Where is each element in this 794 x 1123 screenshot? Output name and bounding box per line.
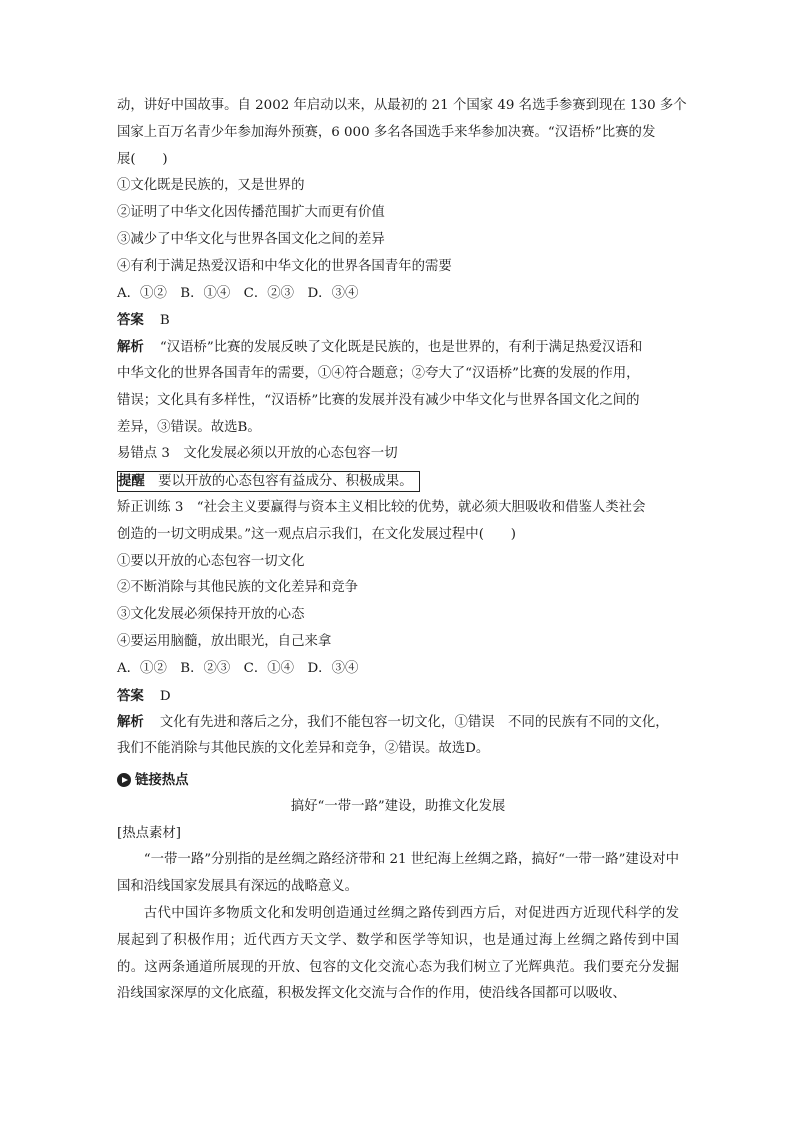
reminder-text: 要以开放的心态包容有益成分、积极成果。: [158, 474, 413, 490]
option-item: ①文化既是民族的，又是世界的: [117, 178, 305, 194]
material-label: [热点素材]: [117, 825, 182, 841]
analysis-line: 中华文化的世界各国青年的需要，①④符合题意；②夸大了“汉语桥”比赛的发展的作用，: [117, 365, 640, 381]
option-item: ④要运用脑髓，放出眼光，自己来拿: [117, 633, 332, 649]
analysis-line: 差异，③错误。故选B。: [117, 419, 261, 435]
analysis-line: 错误；文化具有多样性，“汉语桥”比赛的发展并没有减少中华文化与世界各国文化之间的: [117, 392, 640, 408]
analysis-text: 不同的民族有不同的文化，: [508, 715, 669, 731]
analysis-label: 解析: [117, 714, 144, 731]
reminder-label: 提醒: [118, 473, 145, 490]
question-stem-line: 创造的一切文明成果。”这一观点启示我们，在文化发展过程中( ): [117, 526, 516, 542]
document-page: [117, 93, 687, 1008]
option-item: ④有利于满足热爱汉语和中华文化的世界各国青年的需要: [117, 258, 452, 274]
analysis-text: 文化有先进和落后之分，我们不能包容一切文化，①错误: [159, 715, 495, 731]
answer-row: [117, 683, 679, 710]
question-stem-line: 国家上百万名青少年参加海外预赛，6 000 多名各国选手来华参加决赛。“汉语桥”比赛的发: [117, 124, 656, 140]
answer-label: 答案: [117, 312, 144, 329]
question-stem-line: 矫正训练 3 “社会主义要赢得与资本主义相比较的优势，就必须大胆吸收和借鉴人类社会: [117, 499, 646, 515]
answer-choices: A．①② B．①④ C．②③ D．③④: [117, 285, 359, 301]
question-2: [117, 93, 687, 441]
answer-label: 答案: [117, 687, 144, 704]
analysis-line: 我们不能消除与其他民族的文化差异和竞争，②错误。故选D。: [117, 741, 490, 757]
answer-value: B: [159, 313, 170, 329]
question-3: [117, 495, 679, 763]
question-stem-line: 展( ): [117, 151, 168, 167]
hotspot-section-title: 链接热点: [135, 771, 189, 788]
analysis-row: [117, 709, 679, 736]
reminder-box: [117, 471, 420, 492]
analysis-row: [117, 334, 679, 361]
option-item: ②不断消除与其他民族的文化差异和竞争: [117, 580, 359, 596]
option-item: ①要以开放的心态包容一切文化: [117, 553, 305, 569]
answer-row: [117, 307, 679, 334]
answer-value: D: [159, 688, 171, 704]
hotspot-section-header: [117, 767, 679, 794]
error-point-heading: 易错点 3 文化发展必须以开放的心态包容一切: [117, 446, 398, 462]
article-paragraph: 古代中国许多物质文化和发明创造通过丝绸之路传到西方后，对促进西方近现代科学的发展起到了积极作用；近代西方天文学、数学和医学等知识，也是通过海上丝绸之路传到中国的。这两条通道所展现的开放、包容的文化交流心态为我们树立了光辉典范。我们要充分发掘沿线国家深厚的文化底蕴，积极发挥文化交流与合作的作用，使沿线各国都可以吸收、: [117, 905, 679, 1002]
option-item: ②证明了中华文化因传播范围扩大而更有价值: [117, 205, 385, 221]
option-item: ③减少了中华文化与世界各国文化之间的差异: [117, 231, 385, 247]
article-paragraph: “一带一路”分别指的是丝绸之路经济带和 21 世纪海上丝绸之路，搞好“一带一路”建设对中国和沿线国家发展具有深远的战略意义。: [117, 852, 679, 895]
answer-choices: A．①② B．②③ C．①④ D．③④: [117, 660, 359, 676]
play-circle-icon: [117, 773, 131, 787]
article-title: 搞好“一带一路”建设，助推文化发展: [290, 798, 506, 814]
option-item: ③文化发展必须保持开放的心态: [117, 607, 305, 623]
reminder-row: [117, 468, 679, 495]
analysis-text: “汉语桥”比赛的发展反映了文化既是民族的，也是世界的，有利于满足热爱汉语和: [159, 340, 643, 356]
analysis-label: 解析: [117, 339, 144, 356]
question-stem-line: 动，讲好中国故事。自 2002 年启动以来，从最初的 21 个国家 49 名选手参赛到现在 130 多个: [117, 98, 687, 113]
